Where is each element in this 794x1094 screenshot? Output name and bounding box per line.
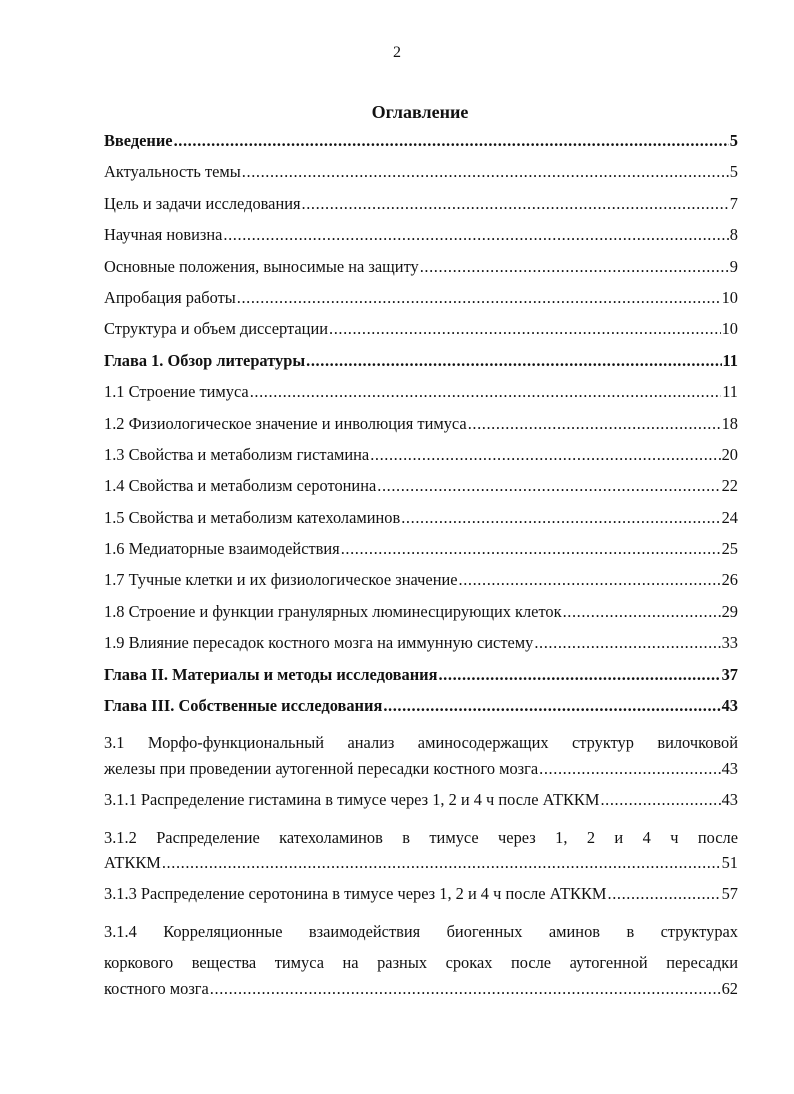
toc-entry: [104, 257, 738, 288]
toc-entry-page: 43: [721, 696, 738, 716]
toc-entry-label: 3.1.1 Распределение гистамина в тимусе через 1, 2 и 4 ч после АТККМ: [104, 790, 600, 810]
toc-entry-label: Цель и задачи исследования: [104, 193, 301, 213]
toc-entry-label: Глава III. Собственные исследования: [104, 696, 383, 716]
toc-entry-page: 9: [729, 256, 738, 276]
toc-dot-leader: [438, 665, 720, 685]
toc-entry-page: 5: [729, 131, 738, 150]
toc-dot-leader: [250, 382, 722, 402]
toc-entry: [104, 445, 738, 476]
toc-entry-page: 43: [721, 758, 738, 778]
toc-entry-page: 62: [721, 978, 738, 998]
toc-entry-line: [104, 884, 738, 915]
toc-dot-leader: [420, 257, 729, 277]
toc-entry: [104, 602, 738, 633]
toc-entry: [104, 319, 738, 350]
toc-dot-leader: [370, 445, 720, 465]
toc-entry-multiline: [104, 884, 738, 915]
toc-entry: [104, 414, 738, 445]
toc-dot-leader: [608, 884, 721, 904]
toc-entry: [104, 194, 738, 225]
toc-entry-line: [104, 979, 738, 1010]
toc-entry-line: 3.1.4 Корреляционные взаимодействия биогенных аминов в структурах: [104, 921, 738, 941]
toc-entry: [104, 162, 738, 193]
toc-entry: [104, 382, 738, 413]
toc-entry-page: 10: [721, 287, 738, 307]
toc-dot-leader: [539, 759, 720, 779]
toc-entry-page: 33: [721, 633, 738, 653]
toc-dot-leader: [210, 979, 721, 999]
toc-entry-multiline: [104, 916, 738, 1010]
toc-entry-page: 11: [722, 382, 738, 402]
toc-dot-leader: [377, 476, 720, 496]
toc-entry-line: [104, 853, 738, 884]
toc-entry: [104, 476, 738, 507]
toc-dot-leader: [468, 414, 721, 434]
toc-entry-page: 11: [722, 350, 738, 370]
toc-entry-label: 1.1 Строение тимуса: [104, 382, 249, 402]
toc-dot-leader: [242, 162, 729, 182]
toc-entry-label: Апробация работы: [104, 287, 236, 307]
toc-entry-label: 1.3 Свойства и метаболизм гистамина: [104, 444, 370, 464]
page-number: 2: [393, 44, 401, 61]
toc-dot-leader: [459, 570, 721, 590]
toc-entry-label: 1.6 Медиаторные взаимодействия: [104, 539, 340, 559]
toc-dot-leader: [563, 602, 721, 622]
toc-entry-label: АТККМ: [104, 852, 161, 872]
toc-entry-page: 57: [721, 884, 738, 904]
toc-dot-leader: [302, 194, 729, 214]
toc-entry-label: 1.2 Физиологическое значение и инволюция тимуса: [104, 413, 467, 433]
toc-entry-page: 5: [729, 162, 738, 182]
toc-entry-label: 1.4 Свойства и метаболизм серотонина: [104, 476, 377, 496]
toc-entry-label: Структура и объем диссертации: [104, 319, 328, 339]
toc-entry: [104, 665, 738, 696]
toc-entry-multiline: [104, 790, 738, 821]
toc-entry-label: железы при проведении аутогенной пересадки костного мозга: [104, 758, 539, 778]
toc-entry-page: 29: [721, 601, 738, 621]
toc-entry-label: костного мозга: [104, 978, 209, 998]
toc-entry-page: 24: [721, 507, 738, 527]
toc-entry-label: 3.1.3 Распределение серотонина в тимусе через 1, 2 и 4 ч после АТККМ: [104, 884, 607, 904]
toc-entry-line: коркового вещества тимуса на разных сроках после аутогенной пересадки: [104, 953, 738, 973]
toc-entry-page: 22: [721, 476, 738, 496]
toc-entry: [104, 351, 738, 382]
toc-entry-line: 3.1 Морфо-функциональный анализ аминосодержащих структур вилочковой: [104, 733, 738, 753]
toc-entry-label: 1.5 Свойства и метаболизм катехоламинов: [104, 507, 401, 527]
toc-entry-label: Глава II. Материалы и методы исследования: [104, 664, 438, 684]
toc-entry-multiline: [104, 822, 738, 885]
toc-entry-page: 8: [729, 225, 738, 245]
toc-entry: [104, 288, 738, 319]
toc-entry: [104, 570, 738, 601]
toc-dot-leader: [237, 288, 721, 308]
toc-entry-page: 25: [721, 539, 738, 559]
toc-entry-label: Глава 1. Обзор литературы: [104, 350, 306, 370]
toc-entry-page: 18: [721, 413, 738, 433]
toc-entry-label: Актуальность темы: [104, 162, 241, 182]
toc-entry: [104, 225, 738, 256]
toc-dot-leader: [223, 225, 728, 245]
toc-dot-leader: [329, 319, 721, 339]
toc-entry-line: [104, 790, 738, 821]
toc-entry-page: 7: [729, 193, 738, 213]
toc-entry-label: Основные положения, выносимые на защиту: [104, 256, 419, 276]
toc-entry-label: Введение: [104, 131, 173, 150]
table-of-contents: [104, 131, 738, 1010]
toc-dot-leader: [600, 790, 720, 810]
toc-dot-leader: [401, 508, 720, 528]
toc-dot-leader: [174, 131, 729, 151]
toc-entry-page: 43: [721, 790, 738, 810]
page-title: Оглавление: [371, 102, 469, 122]
toc-entry-label: 1.7 Тучные клетки и их физиологическое значение: [104, 570, 458, 590]
toc-entry: [104, 633, 738, 664]
toc-entry-label: Научная новизна: [104, 225, 223, 245]
toc-entry-label: 1.8 Строение и функции гранулярных люминесцирующих клеток: [104, 601, 562, 621]
toc-entry-page: 26: [721, 570, 738, 590]
toc-entry: [104, 539, 738, 570]
toc-entry-multiline: [104, 727, 738, 790]
toc-entry-line: 3.1.2 Распределение катехоламинов в тимусе через 1, 2 и 4 ч после: [104, 827, 738, 847]
toc-dot-leader: [534, 633, 720, 653]
toc-entry-line: [104, 759, 738, 790]
toc-dot-leader: [306, 351, 721, 371]
toc-entry: [104, 131, 738, 162]
toc-entry: [104, 508, 738, 539]
toc-dot-leader: [341, 539, 721, 559]
toc-entry-label: 1.9 Влияние пересадок костного мозга на иммунную систему: [104, 633, 534, 653]
toc-entry: [104, 696, 738, 727]
toc-entry-page: 20: [721, 444, 738, 464]
toc-entry-page: 10: [721, 319, 738, 339]
toc-entry-page: 37: [721, 664, 738, 684]
toc-dot-leader: [383, 696, 720, 716]
toc-entry-page: 51: [721, 852, 738, 872]
toc-dot-leader: [162, 853, 721, 873]
